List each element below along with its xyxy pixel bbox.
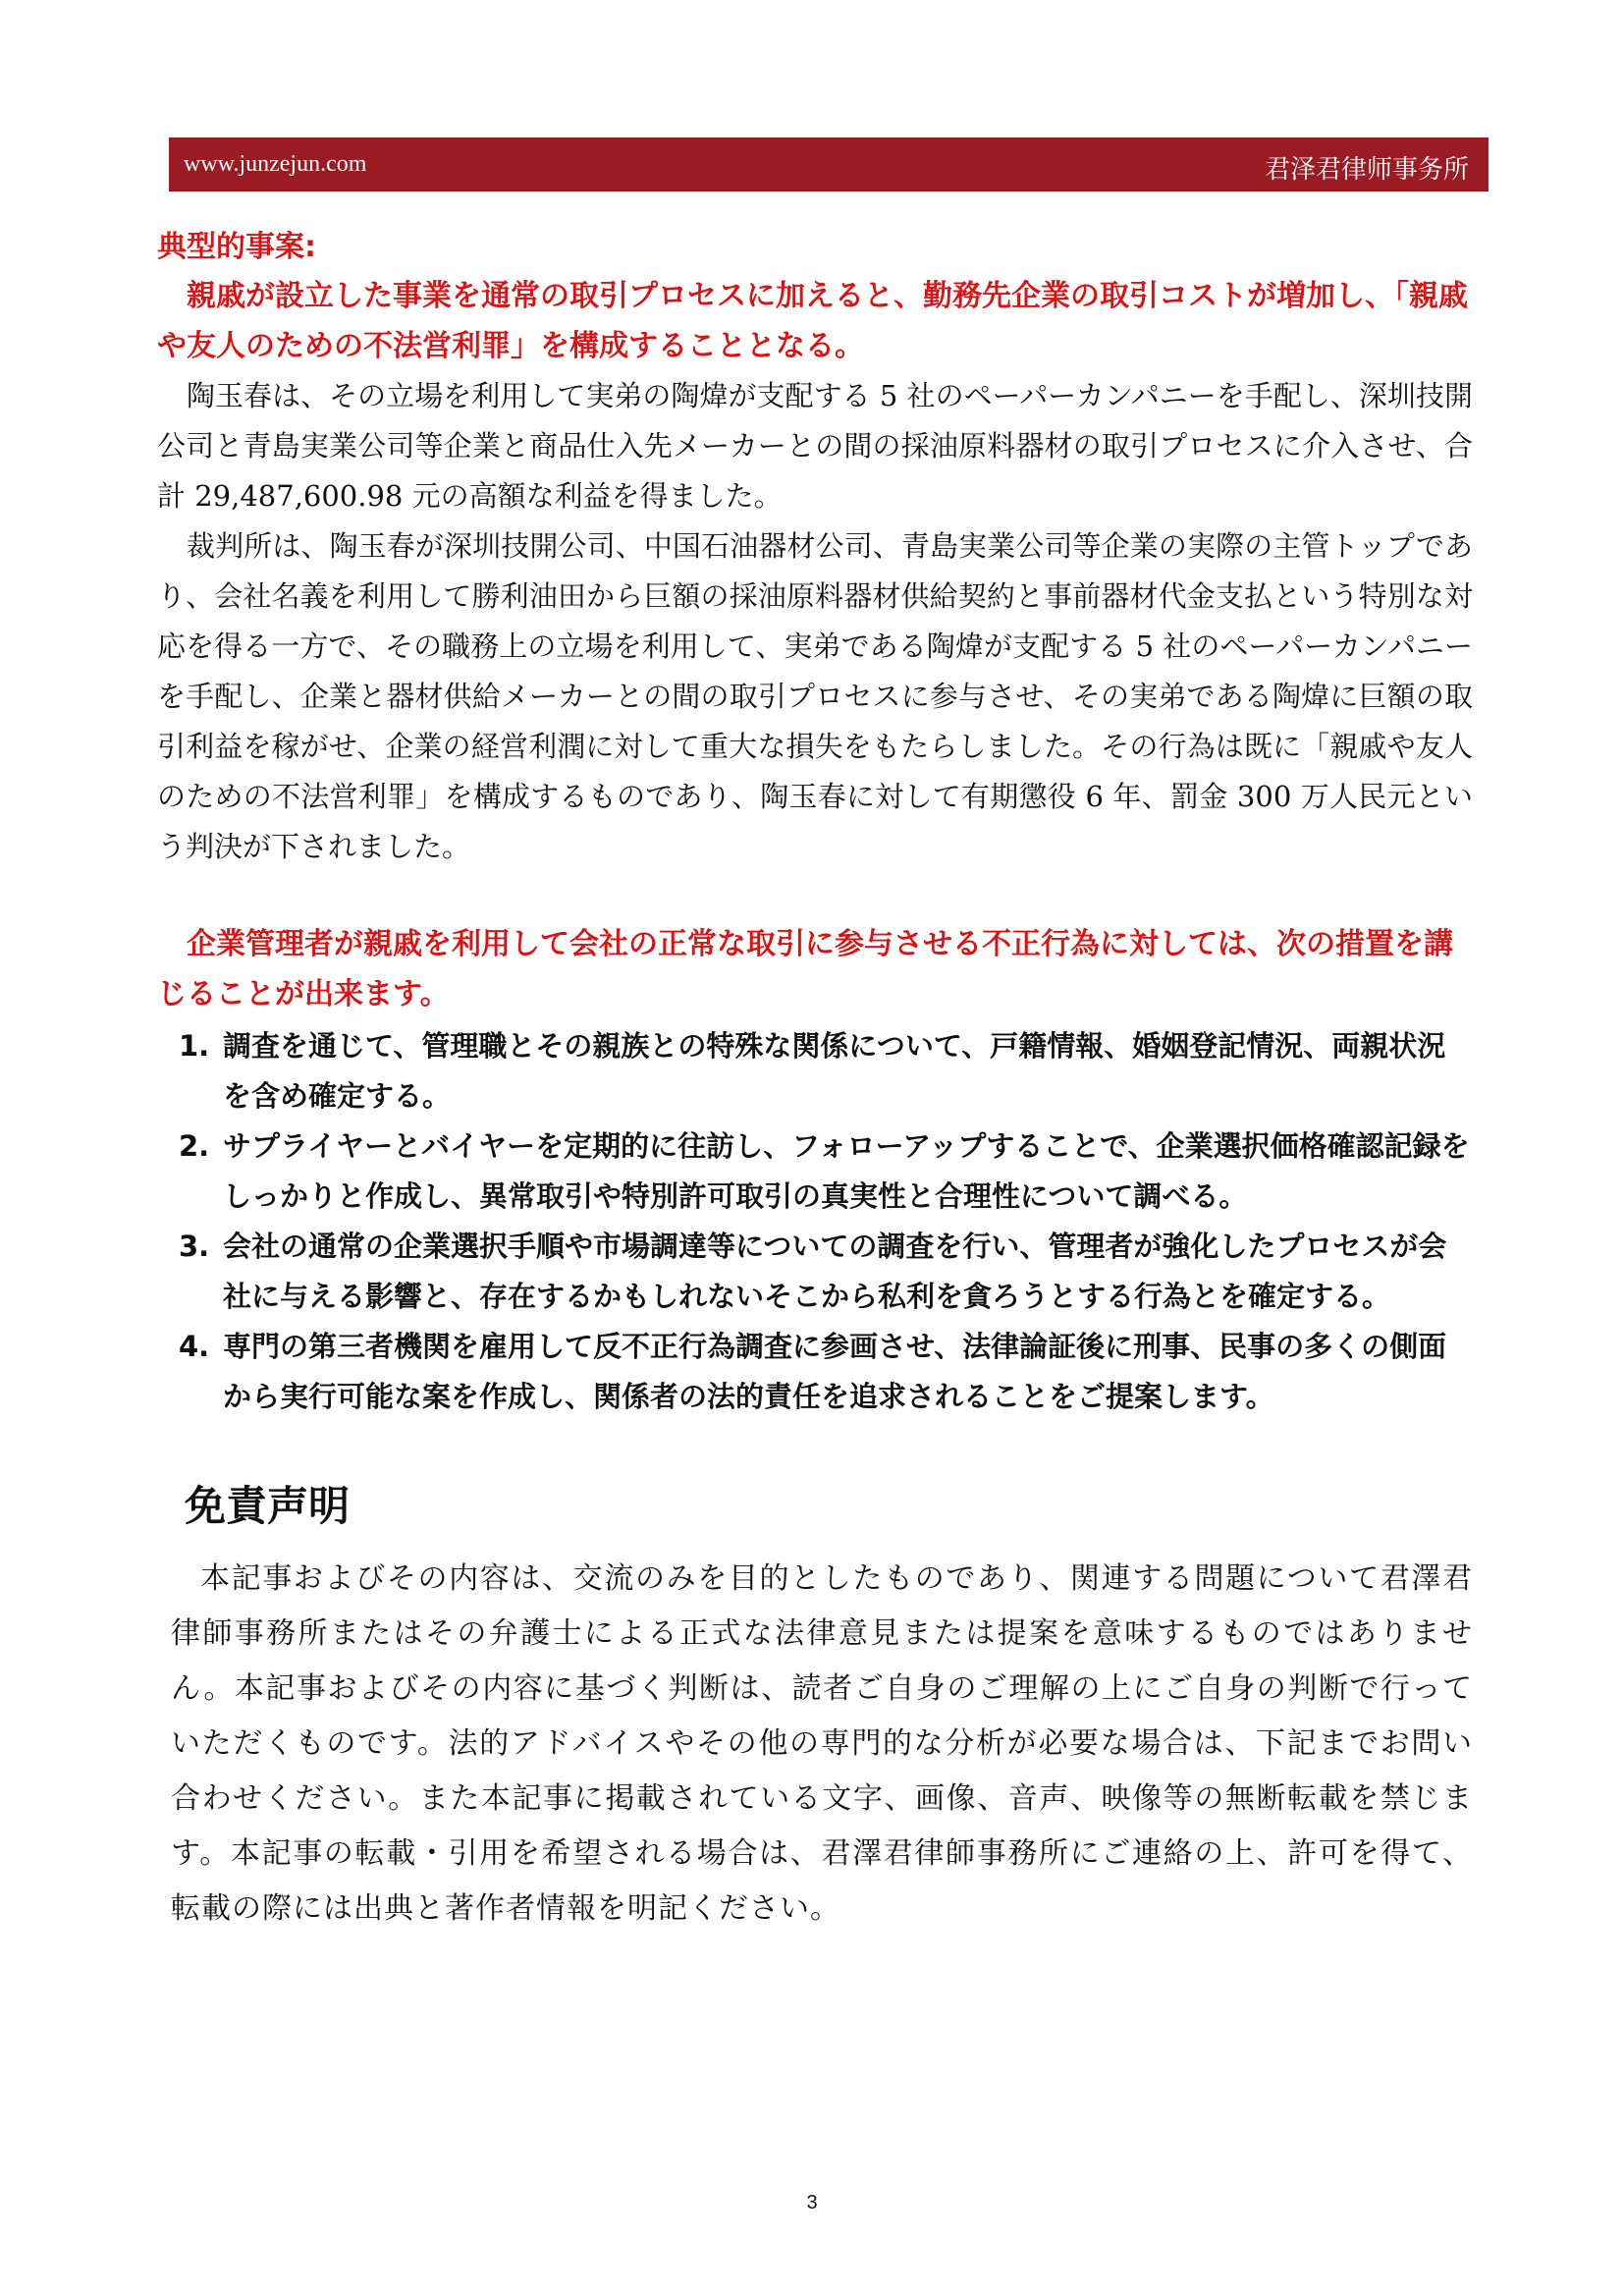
- header-firm-name: 君泽君律师事务所: [1264, 155, 1469, 185]
- list-item-text: サプライヤーとバイヤーを定期的に往訪し、フォローアップすることで、企業選択価格確認記録をしっかりと作成し、異常取引や特別許可取引の真実性と合理性について調べる。: [223, 1129, 1470, 1213]
- case-paragraph-1: 陶玉春は、その立場を利用して実弟の陶煒が支配する 5 社のペーパーカンパニーを手配し、深圳技開公司と青島実業公司等企業と商品仕入先メーカーとの間の採油原料器材の取引プロセスに介入させ、合計 29,487,600.98 元の高額な利益を得ました。: [157, 379, 1473, 513]
- section-gap: [157, 872, 1473, 919]
- list-item-number: 1.: [179, 1029, 210, 1063]
- measures-lead: 企業管理者が親戚を利用して会社の正常な取引に参与させる不正行為に対しては、次の措置を講じることが出来ます。: [157, 927, 1453, 1011]
- list-item: [157, 1322, 1473, 1422]
- disclaimer-title: 免責声明: [185, 1482, 351, 1530]
- list-item: [157, 1021, 1473, 1121]
- page-content: [157, 224, 1473, 1937]
- list-item-text: 会社の通常の企業選択手順や市場調達等についての調査を行い、管理者が強化したプロセスが会社に与える影響と、存在するかもしれないそこから私利を貪ろうとする行為とを確定する。: [223, 1230, 1447, 1313]
- list-item-text: 専門の第三者機関を雇用して反不正行為調査に参画させ、法律論証後に刑事、民事の多くの側面から実行可能な案を作成し、関係者の法的責任を追求されることをご提案します。: [223, 1330, 1447, 1413]
- list-item: [157, 1222, 1473, 1322]
- list-item-number: 2.: [179, 1129, 210, 1163]
- case-heading: 典型的事案:: [157, 230, 316, 264]
- case-lead: 親戚が設立した事業を通常の取引プロセスに加えると、勤務先企業の取引コストが増加し、「親戚や友人のための不法営利罪」を構成することとなる。: [157, 279, 1468, 363]
- measures-list: [157, 1021, 1473, 1422]
- page-header: [169, 137, 1489, 191]
- case-paragraph-2: 裁判所は、陶玉春が深圳技開公司、中国石油器材公司、青島実業公司等企業の実際の主管トップであり、会社名義を利用して勝利油田から巨額の採油原料器材供給契約と事前器材代金支払という特別な対応を得る一方で、その職務上の立場を利用して、実弟である陶煒が支配する 5 社のペーパーカンパニーを手配し、企業と器材供給メーカーとの間の取引プロセスに参与させ、その実弟である陶煒に巨額の取引利益を稼がせ、企業の経営利潤に対して重大な損失をもたらしました。その行為は既に「親戚や友人のための不法営利罪」を構成するものであり、陶玉春に対して有期懲役 6 年、罰金 300 万人民元という判決が下されました。: [157, 529, 1473, 863]
- header-url: www.junzejun.com: [184, 151, 367, 177]
- section-gap: [157, 1422, 1473, 1477]
- list-item-number: 4.: [179, 1330, 210, 1363]
- list-item: [157, 1121, 1473, 1222]
- disclaimer-text: 本記事およびその内容は、交流のみを目的としたものであり、関連する問題について君澤君律師事務所またはその弁護士による正式な法律意見または提案を意味するものではありません。本記事およびその内容に基づく判断は、読者ご自身のご理解の上にご自身の判断で行っていただくものです。法的アドバイスやその他の専門的な分析が必要な場合は、下記までお問い合わせください。また本記事に掲載されている文字、画像、音声、映像等の無断転載を禁じます。本記事の転載・引用を希望される場合は、君澤君律師事務所にご連絡の上、許可を得て、転載の際には出典と著作者情報を明記ください。: [171, 1561, 1473, 1926]
- list-item-text: 調査を通じて、管理職とその親族との特殊な関係について、戸籍情報、婚姻登記情況、両親状況を含め確定する。: [223, 1029, 1446, 1113]
- list-item-number: 3.: [179, 1230, 210, 1263]
- page-number: 3: [806, 2192, 818, 2214]
